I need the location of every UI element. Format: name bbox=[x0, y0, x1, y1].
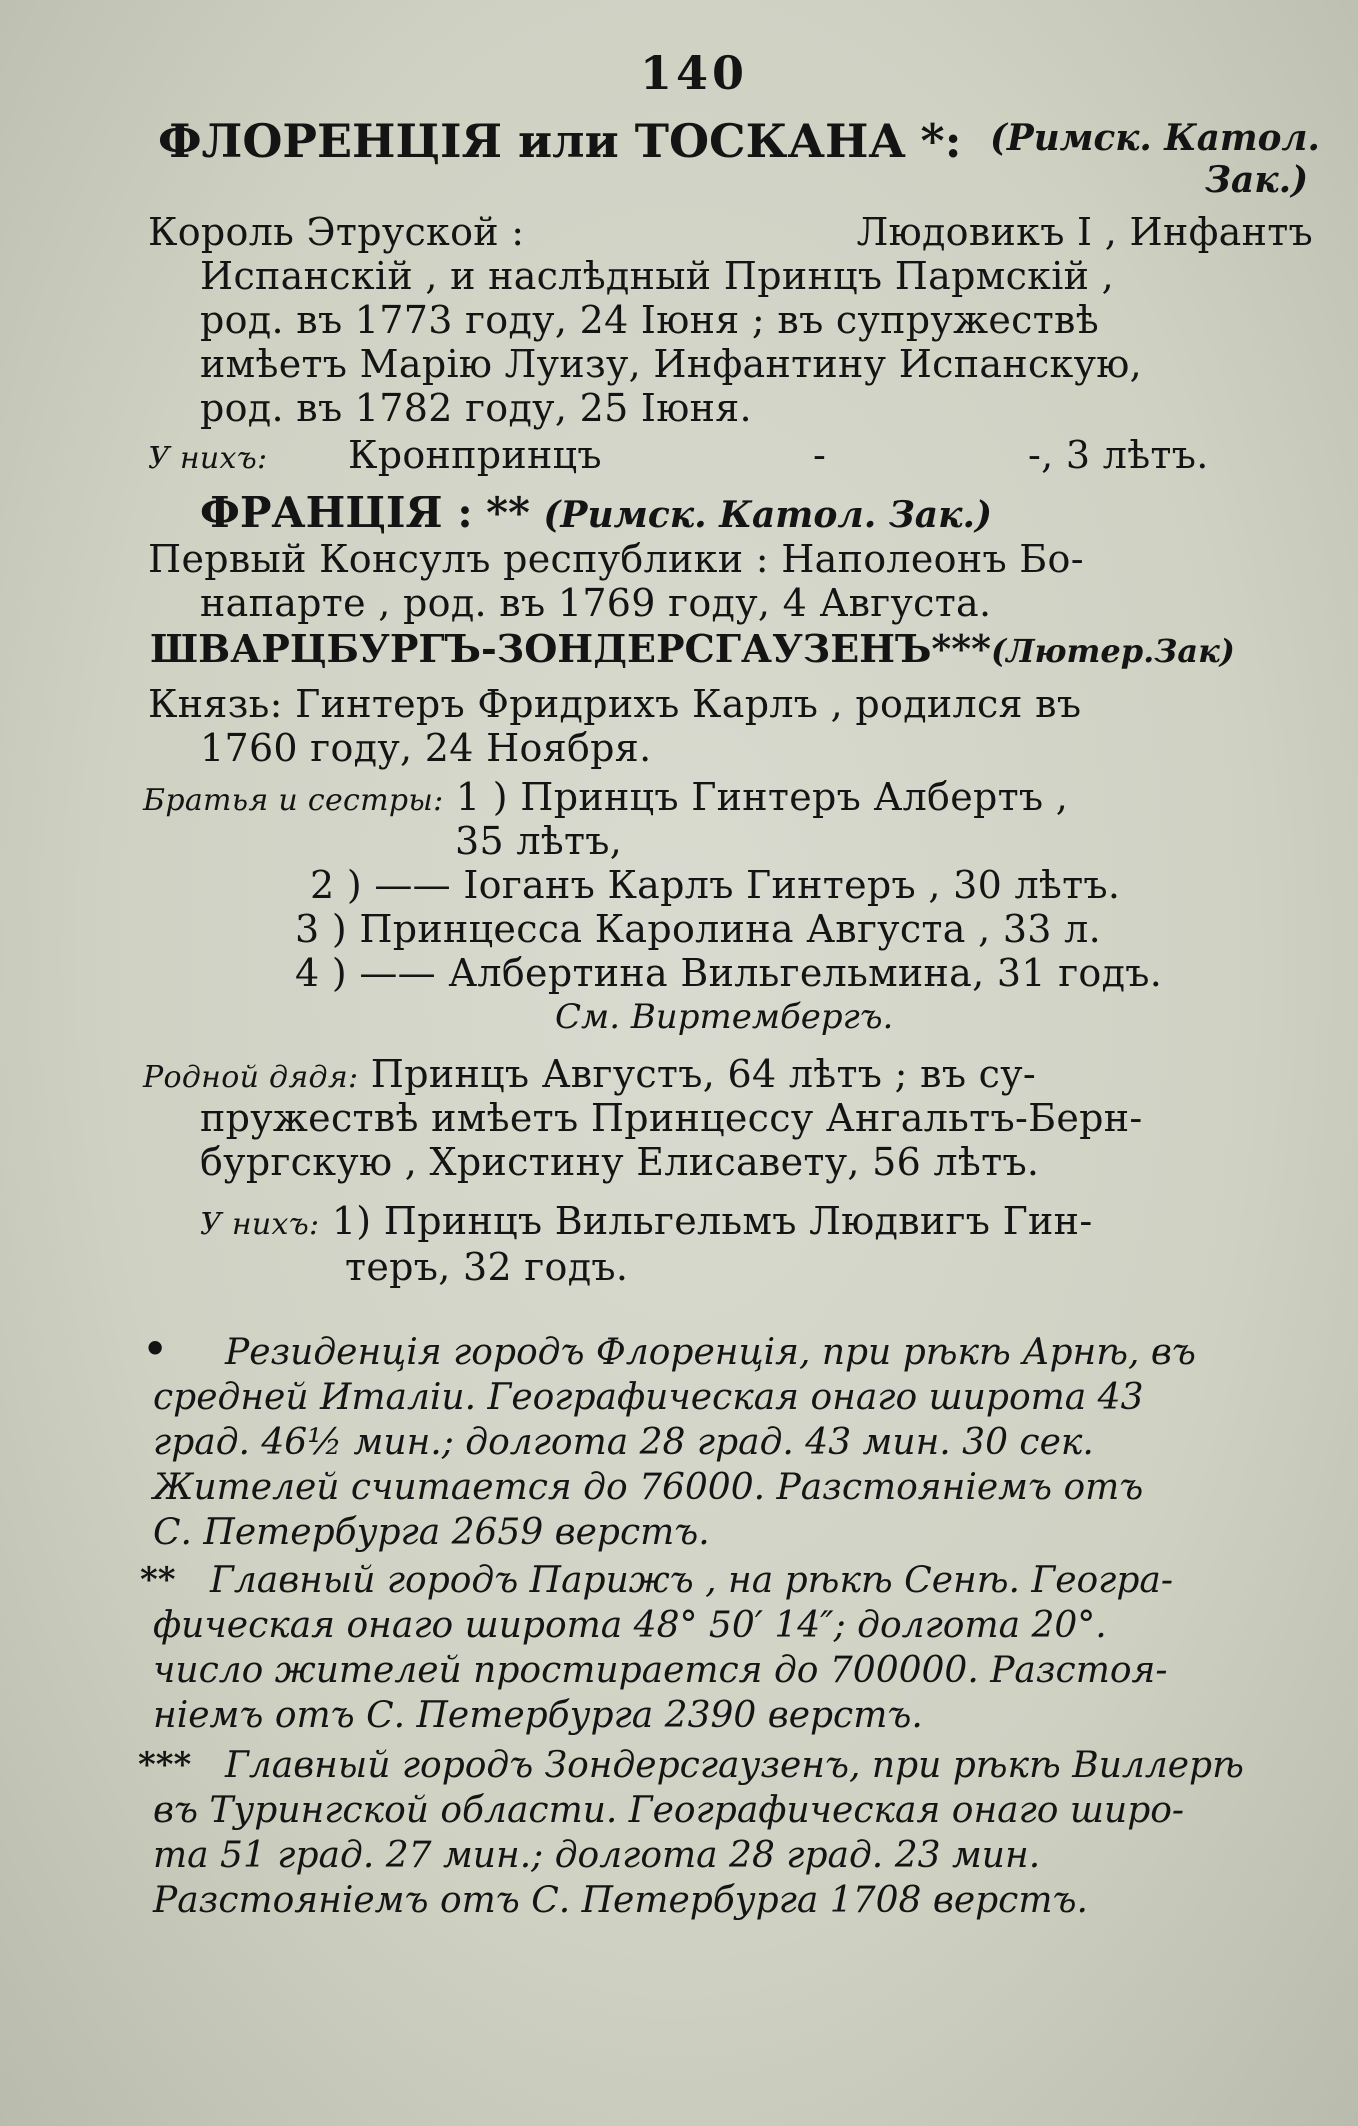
text-line: напарте , род. въ 1769 году, 4 Августа. bbox=[200, 581, 992, 625]
sibling-entry: 2 ) —— Іоганъ Карлъ Гинтеръ , 30 лѣтъ. bbox=[310, 863, 1121, 907]
section-heading bbox=[158, 114, 962, 168]
sibling-entry: 3 ) Принцесса Каролина Августа , 33 л. bbox=[295, 907, 1101, 951]
page-number: 140 bbox=[640, 46, 749, 100]
footnote-line: Разстояніемъ отъ С. Петербурга 1708 верстъ. bbox=[153, 1880, 1088, 1921]
footnote-mark: ** bbox=[140, 1560, 176, 1600]
their-children-line bbox=[200, 1199, 1093, 1243]
king-label: Король Этруской : bbox=[148, 210, 525, 254]
confession-note: (Лютер.Зак) bbox=[991, 632, 1235, 670]
footnote-mark: *** bbox=[931, 626, 992, 671]
footnote-line: Резиденція городъ Флоренція, при рѣкѣ Арнѣ, въ bbox=[225, 1332, 1196, 1373]
footnote-line: Главный городъ Парижъ , на рѣкѣ Сенѣ. Геогра- bbox=[210, 1560, 1174, 1601]
footnote-mark: ** bbox=[486, 488, 531, 537]
footnote-line: С. Петербурга 2659 верстъ. bbox=[153, 1512, 710, 1553]
text-line: род. въ 1773 году, 24 Іюня ; въ супружествѣ bbox=[200, 298, 1099, 342]
children-label: У нихъ: bbox=[148, 441, 268, 476]
king-text: Людовикъ I , Инфантъ bbox=[856, 210, 1313, 254]
text-line: Первый Консулъ республики : Наполеонъ Бо- bbox=[148, 537, 1084, 581]
siblings-line bbox=[143, 775, 1069, 819]
text-line: Испанскій , и наслѣдный Принцъ Пармскій , bbox=[200, 254, 1115, 298]
france-heading: ФРАНЦІЯ : bbox=[200, 488, 473, 537]
text-line: пружествѣ имѣетъ Принцессу Ангальтъ-Берн- bbox=[200, 1096, 1143, 1140]
text-line: бургскую , Христину Елисавету, 56 лѣтъ. bbox=[200, 1140, 1040, 1184]
text-line: 1760 году, 24 Ноября. bbox=[200, 726, 652, 770]
children-text: Кронпринцъ bbox=[348, 433, 602, 477]
sibling-age: 35 лѣтъ, bbox=[455, 819, 623, 863]
sibling-entry: 4 ) —— Албертина Вильгельмина, 31 годъ. bbox=[295, 951, 1163, 995]
footnote-line: число жителей простирается до 700000. Разстоя- bbox=[153, 1650, 1168, 1691]
confession-note: (Римск. Катол. Зак.) bbox=[543, 494, 993, 536]
their-text: 1) Принцъ Вильгельмъ Людвигъ Гин- bbox=[331, 1199, 1093, 1243]
text-line: теръ, 32 годъ. bbox=[345, 1245, 629, 1289]
footnote-line: ніемъ отъ С. Петербурга 2390 верстъ. bbox=[153, 1695, 923, 1736]
text-line bbox=[148, 210, 1313, 254]
cross-reference: См. Виртембергъ. bbox=[555, 997, 894, 1037]
sibling-entry: 1 ) Принцъ Гинтеръ Албертъ , bbox=[455, 775, 1069, 819]
schwarzburg-heading: ШВАРЦБУРГЪ-ЗОНДЕРСГАУЗЕНЪ bbox=[150, 626, 932, 671]
confession-note: Зак.) bbox=[1205, 159, 1309, 201]
text-line: Князь: Гинтеръ Фридрихъ Карлъ , родился въ bbox=[148, 682, 1082, 726]
footnote-mark: • bbox=[143, 1326, 168, 1371]
uncle-line bbox=[143, 1052, 1037, 1096]
footnote-line: средней Италіи. Географическая онаго широта 43 bbox=[153, 1377, 1144, 1418]
footnote-line: фическая онаго широта 48° 50′ 14″; долгота 20°. bbox=[153, 1605, 1107, 1646]
children-line bbox=[148, 433, 1248, 477]
uncle-text: Принцъ Августъ, 64 лѣтъ ; въ су- bbox=[370, 1052, 1037, 1096]
footnote-line: та 51 град. 27 мин.; долгота 28 град. 23 мин. bbox=[153, 1835, 1041, 1876]
footnote-line: град. 46½ мин.; долгота 28 град. 43 мин. 30 сек. bbox=[153, 1422, 1094, 1463]
section-heading bbox=[200, 488, 993, 537]
confession-note: (Римск. Катол. bbox=[990, 117, 1320, 159]
uncle-label: Родной дядя: bbox=[143, 1060, 359, 1095]
siblings-label: Братья и сестры: bbox=[143, 783, 444, 818]
tuscany-heading: ФЛОРЕНЦІЯ или ТОСКАНА bbox=[158, 114, 906, 168]
footnote-line: Главный городъ Зондерсгаузенъ, при рѣкѣ Виллерѣ bbox=[225, 1745, 1244, 1786]
text-line: род. въ 1782 году, 25 Іюня. bbox=[200, 386, 752, 430]
footnote-mark: *: bbox=[920, 114, 962, 168]
footnote-line: въ Турингской области. Географическая онаго широ- bbox=[153, 1790, 1185, 1831]
footnote-line: Жителей считается до 76000. Разстояніемъ отъ bbox=[153, 1467, 1144, 1508]
footnote-mark: *** bbox=[138, 1745, 192, 1785]
their-label: У нихъ: bbox=[200, 1207, 320, 1242]
children-age: -, 3 лѣтъ. bbox=[1028, 433, 1209, 477]
dash: - bbox=[813, 433, 827, 477]
section-heading bbox=[150, 626, 1235, 671]
text-line: имѣетъ Марію Луизу, Инфантину Испанскую, bbox=[200, 342, 1142, 386]
